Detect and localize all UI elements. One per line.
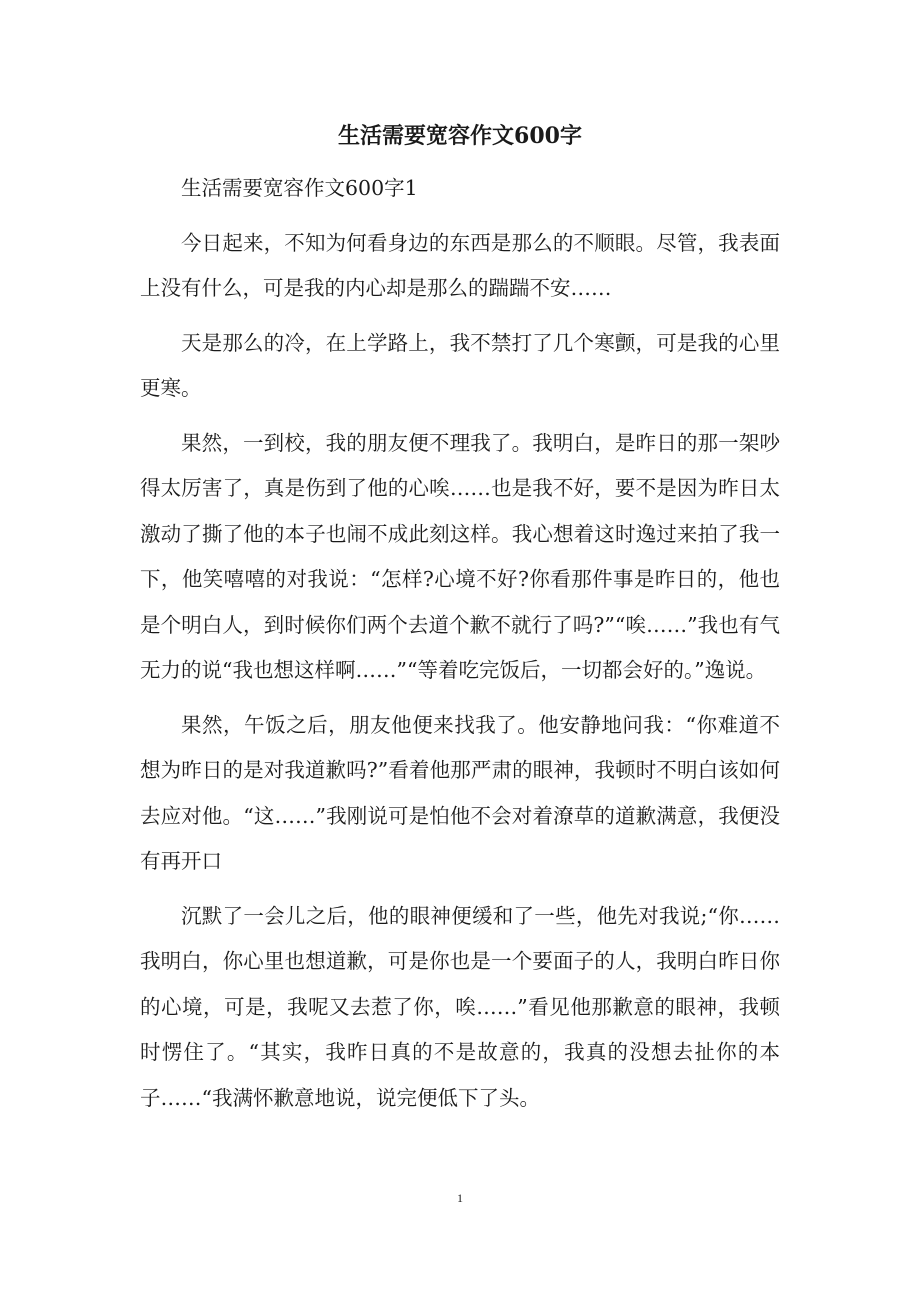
- body-paragraph: 果然，一到校，我的朋友便不理我了。我明白，是昨日的那一架吵得太厉害了，真是伤到了他的心唉……也是我不好，要不是因为昨日太激动了撕了他的本子也闹不成此刻这样。我心想着这时逸过来拍了我一下，他笑嘻嘻的对我说：“怎样?心境不好?你看那件事是昨日的，他也是个明白人，到时候你们两个去道个歉不就行了吗?”“唉……”我也有气无力的说“我也想这样啊……”“等着吃完饭后，一切都会好的。”逸说。: [140, 430, 780, 682]
- heading-paragraph: 生活需要宽容作文600字1: [181, 176, 418, 200]
- document-title: 生活需要宽容作文600字: [338, 123, 582, 149]
- body-paragraph: 天是那么的冷，在上学路上，我不禁打了几个寒颤，可是我的心里更寒。: [140, 330, 780, 400]
- page-number: 1: [457, 1191, 463, 1205]
- document-body: [140, 166, 780, 1130]
- body-paragraph: 沉默了一会儿之后，他的眼神便缓和了一些，他先对我说;“你……我明白，你心里也想道歉，可是你也是一个要面子的人，我明白昨日你的心境，可是，我呢又去惹了你，唉……”看见他那歉意的眼神，我顿时愣住了。“其实，我昨日真的不是故意的，我真的没想去扯你的本子……“我满怀歉意地说，说完便低下了头。: [140, 903, 780, 1110]
- body-paragraph: 今日起来，不知为何看身边的东西是那么的不顺眼。尽管，我表面上没有什么，可是我的内心却是那么的踹踹不安……: [140, 230, 780, 300]
- body-paragraph: 果然，午饭之后，朋友他便来找我了。他安静地问我：“你难道不想为昨日的是对我道歉吗?”看着他那严肃的眼神，我顿时不明白该如何去应对他。“这……”我刚说可是怕他不会对着潦草的道歉满意，我便没有再开口: [140, 712, 780, 873]
